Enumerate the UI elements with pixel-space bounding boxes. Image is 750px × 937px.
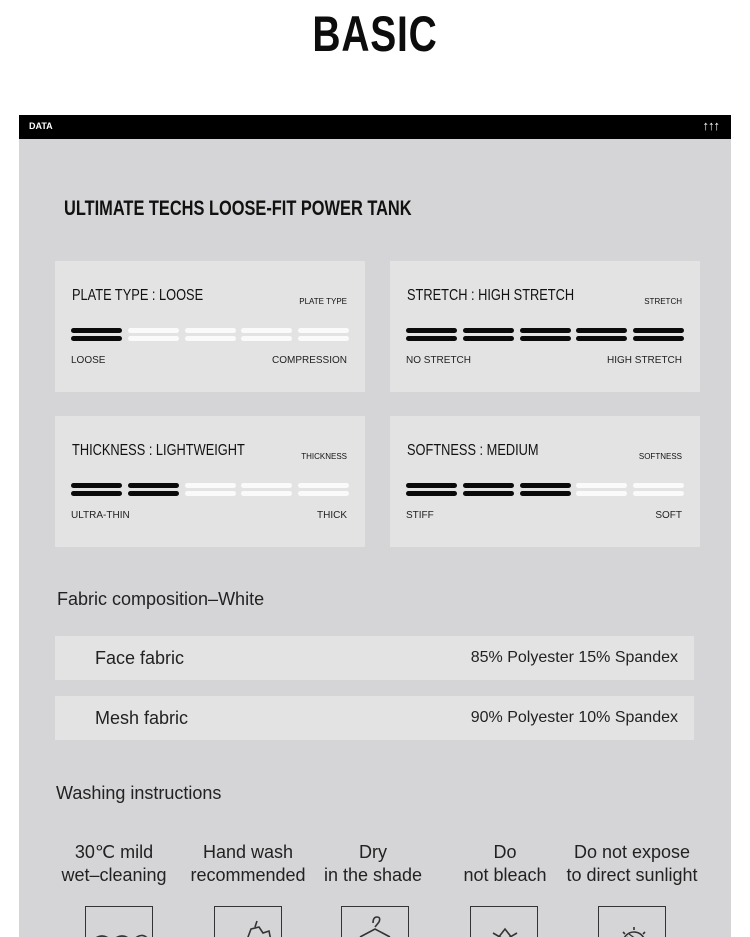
fabric-row <box>55 636 694 680</box>
level-segment-empty <box>241 482 292 498</box>
spec-card-stretch <box>390 261 700 392</box>
wash-line-1: Hand wash <box>202 842 294 862</box>
level-segment-empty <box>128 327 179 343</box>
wash-instruction <box>562 841 702 887</box>
spec-card-plate-type <box>55 261 365 392</box>
spec-card-title: SOFTNESS : MEDIUM <box>407 442 539 459</box>
hand-wash-icon <box>214 906 282 937</box>
up-arrows-icon: ↑↑↑ <box>702 118 719 133</box>
no-sun-icon <box>598 906 666 937</box>
fabric-value: 90% Polyester 10% Spandex <box>470 709 678 726</box>
spec-level-meter <box>71 482 349 498</box>
fabric-name: Face fabric <box>95 648 185 668</box>
wash-instruction <box>44 841 184 887</box>
spec-card-tag: STRETCH <box>644 297 682 306</box>
spec-min-label: STIFF <box>406 510 434 521</box>
fabric-heading: Fabric composition–White <box>57 589 265 609</box>
panel-label: DATA <box>29 121 53 131</box>
level-segment-filled <box>71 482 122 498</box>
spec-min-label: LOOSE <box>71 355 106 366</box>
spec-card-title: STRETCH : HIGH STRETCH <box>407 287 575 304</box>
spec-card-tag: SOFTNESS <box>638 452 682 461</box>
level-segment-filled <box>71 327 122 343</box>
data-panel <box>19 115 731 937</box>
level-segment-filled <box>520 327 571 343</box>
level-segment-empty <box>185 327 236 343</box>
level-segment-filled <box>406 327 457 343</box>
page-title: BASIC <box>312 6 438 62</box>
fabric-row <box>55 696 694 740</box>
wash-line-2: recommended <box>190 865 306 885</box>
spec-card-title: THICKNESS : LIGHTWEIGHT <box>72 442 245 459</box>
spec-max-label: COMPRESSION <box>271 355 347 366</box>
level-segment-filled <box>520 482 571 498</box>
wash-instruction <box>435 841 575 887</box>
wash-tub-icon <box>85 906 153 937</box>
spec-max-label: SOFT <box>655 510 682 521</box>
spec-min-label: NO STRETCH <box>406 355 471 366</box>
spec-level-meter <box>406 327 684 343</box>
spec-card-tag: PLATE TYPE <box>299 297 347 306</box>
product-name: ULTIMATE TECHS LOOSE-FIT POWER TANK <box>64 197 412 220</box>
spec-card-tag: THICKNESS <box>301 452 347 461</box>
wash-instruction <box>178 841 318 887</box>
wash-line-1: Do <box>493 842 517 862</box>
hanger-shade-icon <box>341 906 409 937</box>
level-segment-filled <box>576 327 627 343</box>
wash-line-2: to direct sunlight <box>566 865 698 885</box>
spec-level-meter <box>71 327 349 343</box>
level-segment-empty <box>241 327 292 343</box>
spec-card-softness <box>390 416 700 547</box>
spec-max-label: THICK <box>317 510 347 521</box>
level-segment-empty <box>185 482 236 498</box>
level-segment-filled <box>406 482 457 498</box>
spec-card-thickness <box>55 416 365 547</box>
level-segment-empty <box>576 482 627 498</box>
panel-header-bar <box>19 115 731 139</box>
wash-line-1: 30℃ mild <box>74 842 154 862</box>
wash-line-2: in the shade <box>323 865 423 885</box>
fabric-name: Mesh fabric <box>95 708 189 728</box>
wash-line-1: Do not expose <box>573 842 691 862</box>
spec-min-label: ULTRA-THIN <box>71 510 130 521</box>
spec-level-meter <box>406 482 684 498</box>
wash-line-1: Dry <box>359 842 387 862</box>
spec-max-label: HIGH STRETCH <box>607 355 682 366</box>
level-segment-empty <box>298 327 349 343</box>
wash-line-2: wet–cleaning <box>61 865 167 885</box>
level-segment-filled <box>463 327 514 343</box>
washing-heading: Washing instructions <box>56 783 222 803</box>
level-segment-empty <box>633 482 684 498</box>
fabric-value: 85% Polyester 15% Spandex <box>470 649 678 666</box>
level-segment-empty <box>298 482 349 498</box>
wash-line-2: not bleach <box>463 865 547 885</box>
level-segment-filled <box>128 482 179 498</box>
spec-card-title: PLATE TYPE : LOOSE <box>72 287 204 304</box>
level-segment-filled <box>633 327 684 343</box>
no-bleach-icon <box>470 906 538 937</box>
wash-instruction <box>303 841 443 887</box>
level-segment-filled <box>463 482 514 498</box>
